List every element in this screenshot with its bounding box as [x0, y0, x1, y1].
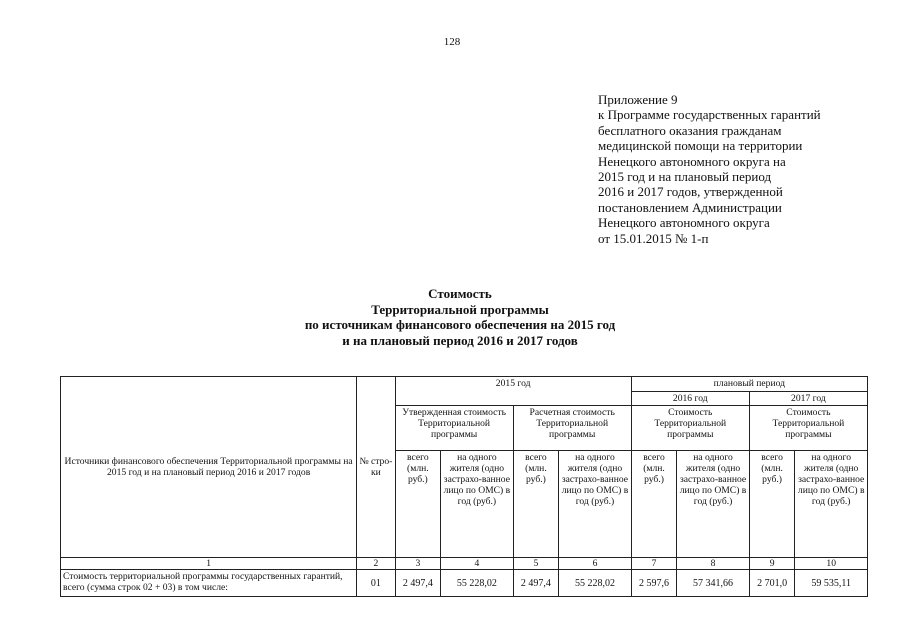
row-value: 57 341,66	[677, 570, 750, 597]
title-line: Территориальной программы	[371, 301, 549, 317]
column-number: 4	[441, 558, 514, 570]
header-per-resident: на одного жителя (одно застрахо-ванное лицо по ОМС) в год (руб.)	[559, 451, 632, 558]
appendix-line: Приложение 9	[598, 92, 678, 107]
row-value: 59 535,11	[795, 570, 868, 597]
header-planned-period: плановый период	[631, 377, 867, 392]
appendix-line: бесплатного оказания гражданам	[598, 122, 782, 138]
row-value: 2 497,4	[513, 570, 559, 597]
row-line-number: 01	[357, 570, 395, 597]
column-number: 7	[631, 558, 677, 570]
appendix-line: медицинской помощи на территории	[598, 138, 803, 154]
header-line-number: № стро-ки	[357, 377, 395, 558]
appendix-note	[598, 92, 868, 246]
row-value: 55 228,02	[559, 570, 632, 597]
column-number: 10	[795, 558, 868, 570]
table-row	[61, 570, 868, 597]
header-cost-2017: Стоимость Территориальной программы	[749, 406, 867, 451]
row-name: Стоимость территориальной программы государственных гарантий, всего (сумма строк 02 + 03) в том числе:	[61, 570, 357, 597]
row-value: 2 701,0	[749, 570, 795, 597]
header-per-resident: на одного жителя (одно застрахо-ванное лицо по ОМС) в год (руб.)	[677, 451, 750, 558]
page-number: 128	[443, 36, 461, 48]
document-title	[240, 286, 680, 348]
column-number: 2	[357, 558, 395, 570]
header-calculated-cost: Расчетная стоимость Территориальной программы	[513, 406, 631, 451]
appendix-line: 2016 и 2017 годов, утвержденной	[598, 184, 783, 200]
title-line: по источникам финансового обеспечения на 2015 год	[304, 317, 616, 332]
header-total: всего (млн. руб.)	[513, 451, 559, 558]
row-value: 2 597,6	[631, 570, 677, 597]
header-cost-2016: Стоимость Территориальной программы	[631, 406, 749, 451]
header-year-2016: 2016 год	[631, 392, 749, 406]
row-value: 2 497,4	[395, 570, 441, 597]
column-number: 1	[61, 558, 357, 570]
header-total: всего (млн. руб.)	[749, 451, 795, 558]
header-per-resident: на одного жителя (одно застрахо-ванное лицо по ОМС) в год (руб.)	[795, 451, 868, 558]
appendix-line: от 15.01.2015 № 1-п	[598, 230, 709, 246]
appendix-line: Ненецкого автономного округа	[598, 215, 770, 231]
header-year-2017: 2017 год	[749, 392, 867, 406]
column-number: 6	[559, 558, 632, 570]
cost-table	[60, 376, 868, 597]
appendix-line: 2015 год и на плановый период	[598, 169, 772, 185]
header-approved-cost: Утвержденная стоимость Территориальной программы	[395, 406, 513, 451]
column-number: 9	[749, 558, 795, 570]
appendix-line: Ненецкого автономного округа на	[598, 153, 786, 169]
title-line: и на плановый период 2016 и 2017 годов	[342, 332, 578, 348]
header-total: всего (млн. руб.)	[395, 451, 441, 558]
appendix-line: постановлением Администрации	[598, 199, 782, 215]
appendix-line: к Программе государственных гарантий	[598, 107, 821, 123]
column-number: 8	[677, 558, 750, 570]
header-per-resident: на одного жителя (одно застрахо-ванное лицо по ОМС) в год (руб.)	[441, 451, 514, 558]
header-total: всего (млн. руб.)	[631, 451, 677, 558]
column-number: 5	[513, 558, 559, 570]
column-number: 3	[395, 558, 441, 570]
title-line: Стоимость	[428, 286, 492, 301]
header-year-2015: 2015 год	[395, 377, 631, 406]
row-value: 55 228,02	[441, 570, 514, 597]
header-sources: Источники финансового обеспечения Территориальной программы на 2015 год и на плановый период 2016 и 2017 годов	[61, 377, 357, 558]
